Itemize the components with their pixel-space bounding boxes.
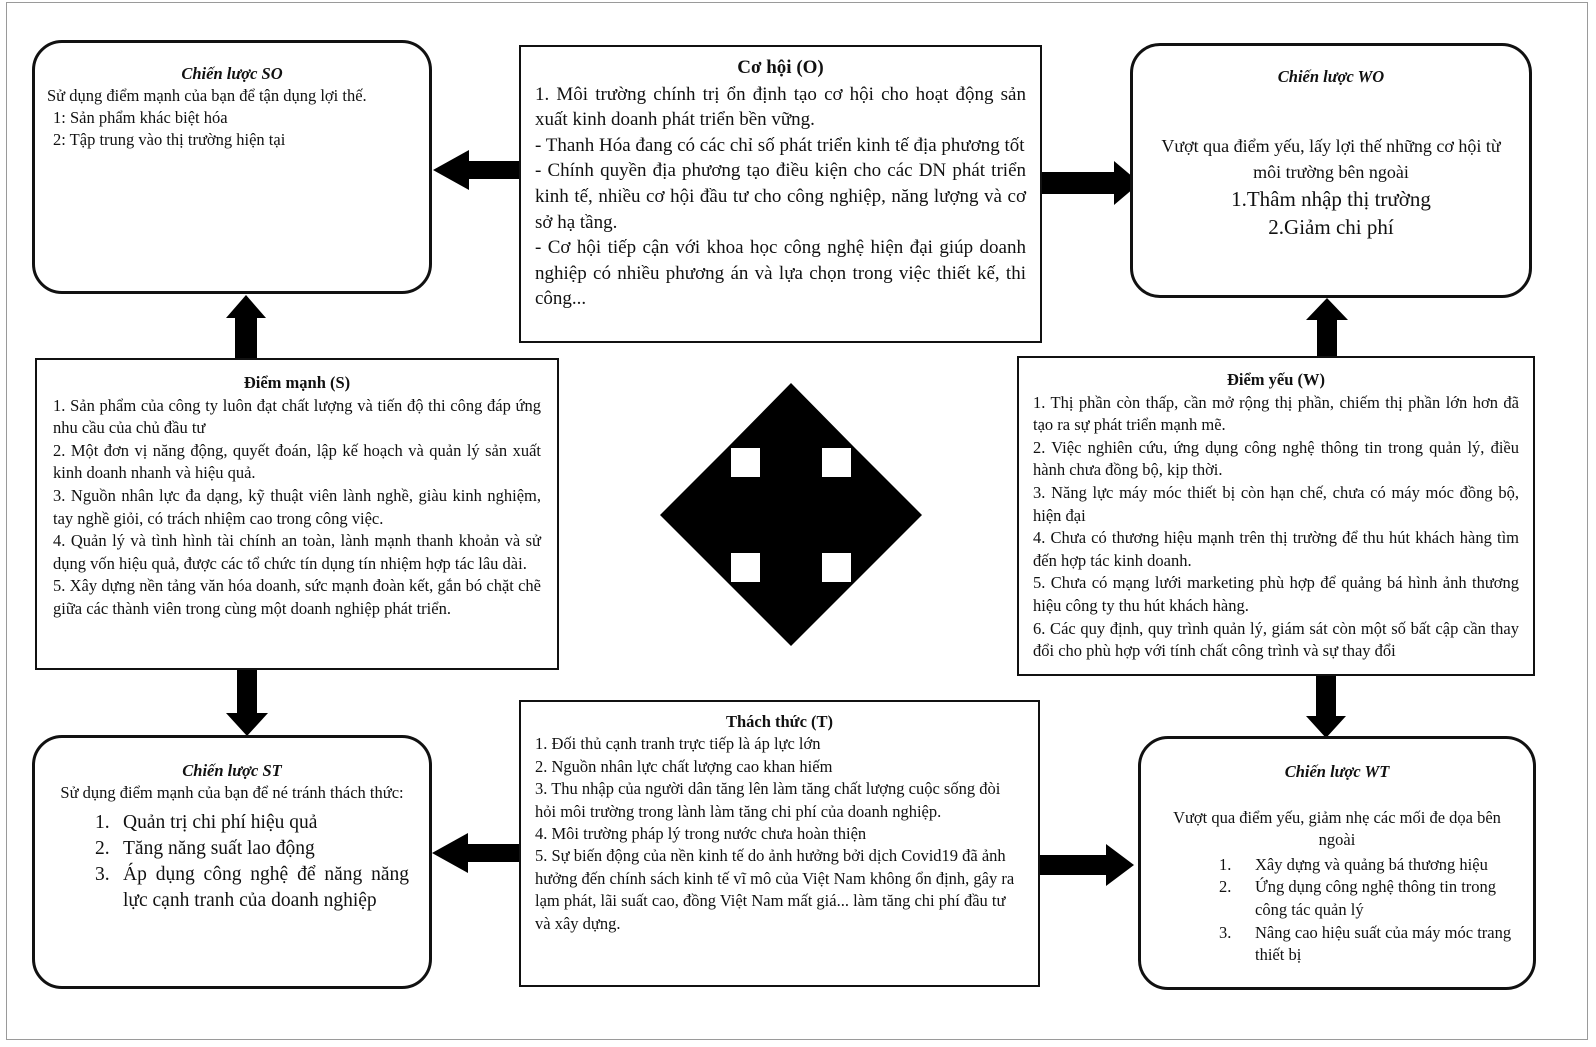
wt-item-number: 2. bbox=[1219, 877, 1232, 897]
st-item bbox=[55, 862, 409, 914]
strengths-item: 4. Quản lý và tình hình tài chính an toàn, lành mạnh thanh khoản và sử dụng vốn hiệu quả, được các tổ chức tín dụng tín nhiệm hợp tác lâu dài. bbox=[53, 531, 541, 573]
weaknesses-item: 2. Việc nghiên cứu, ứng dụng công nghệ thông tin trong quản lý, điều hành chưa đồng bộ, kịp thời. bbox=[1033, 437, 1519, 480]
st-item-text: Tăng năng suất lao động bbox=[123, 838, 315, 859]
st-strategy-box bbox=[32, 735, 432, 989]
strengths-item: 5. Xây dựng nền tảng văn hóa doanh, sức mạnh đoàn kết, gắn bó chặt chẽ giữa các thành viên trong cùng một doanh nghiệp phát triển. bbox=[53, 576, 541, 618]
wt-title: Chiến lược WT bbox=[1284, 762, 1390, 781]
weaknesses-item: 6. Các quy định, quy trình quản lý, giám sát còn một số bất cập cần thay đổi cho phù hợp với tính chất công trình và sự thay đổi bbox=[1033, 618, 1519, 661]
so-description: Sử dụng điểm mạnh của bạn để tận dụng lợi thế. bbox=[47, 86, 367, 105]
weaknesses-box bbox=[1017, 356, 1535, 676]
wt-strategy-box bbox=[1138, 736, 1536, 990]
wo-item: 2.Giảm chi phí bbox=[1268, 215, 1394, 239]
wt-item bbox=[1159, 876, 1515, 921]
wt-item-number: 3. bbox=[1219, 922, 1232, 942]
weaknesses-title: Điểm yếu (W) bbox=[1226, 370, 1326, 389]
threats-item: 5. Sự biến động của nền kinh tế do ảnh hưởng bởi dịch Covid19 đã ảnh hưởng đến chính sách kinh tế vĩ mô của Việt Nam không ổn định, gây ra lạm phát, lãi suất cao, đồng Việt Nam mất giá... làm tăng chi phí đầu tư và xây dựng. bbox=[535, 846, 1015, 933]
st-item-text: Áp dụng công nghệ để năng năng lực cạnh tranh của doanh nghiệp bbox=[123, 864, 409, 911]
arrow-threats-to-st bbox=[432, 833, 519, 873]
threats-title: Thách thức (T) bbox=[725, 712, 834, 731]
st-list bbox=[55, 810, 409, 914]
st-item-number: 1. bbox=[95, 812, 110, 833]
central-four-way-arrow-icon bbox=[660, 383, 922, 646]
weaknesses-item: 3. Năng lực máy móc thiết bị còn hạn chế, chưa có máy móc đồng bộ, hiện đại bbox=[1033, 482, 1519, 525]
wt-item-text: Xây dựng và quảng bá thương hiệu bbox=[1255, 854, 1488, 874]
st-item-number: 2. bbox=[95, 838, 110, 859]
wo-strategy-box bbox=[1130, 43, 1532, 298]
threats-box bbox=[519, 700, 1040, 987]
arrow-opportunities-to-wo bbox=[1042, 161, 1140, 205]
wt-item-text: Nâng cao hiệu suất của máy móc trang thiết bị bbox=[1255, 922, 1512, 965]
threats-item: 2. Nguồn nhân lực chất lượng cao khan hiếm bbox=[535, 756, 833, 776]
wt-item-number: 1. bbox=[1219, 854, 1232, 874]
st-description: Sử dụng điểm mạnh của bạn để né tránh thách thức: bbox=[60, 783, 404, 802]
wo-item: 1.Thâm nhập thị trường bbox=[1231, 187, 1431, 211]
arrow-weaknesses-to-wt bbox=[1306, 676, 1346, 738]
wt-item bbox=[1159, 922, 1515, 967]
st-item bbox=[55, 836, 409, 862]
arrow-strengths-to-st bbox=[226, 670, 268, 736]
so-strategy-box bbox=[32, 40, 432, 294]
opportunities-title: Cơ hội (O) bbox=[737, 57, 824, 78]
opportunities-item: - Cơ hội tiếp cận với khoa học công nghệ hiện đại giúp doanh nghiệp có nhiều phương án và lựa chọn trong việc thiết kế, thi công... bbox=[535, 237, 1026, 310]
arrow-threats-to-wt bbox=[1040, 844, 1134, 886]
opportunities-item: - Thanh Hóa đang có các chỉ số phát triển kinh tế địa phương tốt bbox=[535, 134, 1025, 156]
weaknesses-item: 1. Thị phần còn thấp, cần mở rộng thị phần, chiếm thị phần lớn hơn đã tạo ra sự phát triển mạnh mẽ. bbox=[1033, 392, 1519, 435]
st-item-text: Quản trị chi phí hiệu quả bbox=[123, 812, 318, 833]
so-title: Chiến lược SO bbox=[181, 64, 283, 83]
arrow-opportunities-to-so bbox=[433, 150, 519, 190]
strengths-item: 1. Sản phẩm của công ty luôn đạt chất lượng và tiến độ thi công đáp ứng nhu cầu của chủ đầu tư bbox=[53, 395, 541, 438]
st-item bbox=[55, 810, 409, 836]
opportunities-box bbox=[519, 45, 1042, 343]
threats-item: 1. Đối thủ cạnh tranh trực tiếp là áp lực lớn bbox=[535, 734, 821, 754]
threats-item: 4. Môi trường pháp lý trong nước chưa hoàn thiện bbox=[535, 824, 867, 844]
st-item-number: 3. bbox=[95, 864, 110, 885]
arrow-weaknesses-to-wo bbox=[1306, 298, 1348, 356]
wo-title: Chiến lược WO bbox=[1277, 67, 1385, 86]
so-item: 2: Tập trung vào thị trường hiện tại bbox=[53, 130, 286, 149]
wt-item bbox=[1159, 854, 1515, 877]
weaknesses-item: 5. Chưa có mạng lưới marketing phù hợp để quảng bá hình ảnh thương hiệu công ty thu hút khách hàng. bbox=[1033, 573, 1519, 615]
weaknesses-item: 4. Chưa có thương hiệu mạnh trên thị trường để thu hút khách hàng tìm đến hợp tác kinh doanh. bbox=[1033, 528, 1519, 570]
wt-description: Vượt qua điểm yếu, giảm nhẹ các mối đe dọa bên ngoài bbox=[1173, 807, 1501, 850]
wt-item-text: Ứng dụng công nghệ thông tin trong công tác quản lý bbox=[1255, 877, 1497, 919]
wt-list bbox=[1159, 854, 1515, 967]
opportunities-item: 1. Môi trường chính trị ổn định tạo cơ hội cho hoạt động sản xuất kinh doanh phát triển bền vững. bbox=[535, 83, 1026, 131]
strengths-box bbox=[35, 358, 559, 670]
strengths-item: 3. Nguồn nhân lực đa dạng, kỹ thuật viên lành nghề, giàu kinh nghiệm, tay nghề giỏi, có trách nhiệm cao trong công việc. bbox=[53, 485, 541, 528]
strengths-item: 2. Một đơn vị năng động, quyết đoán, lập kế hoạch và quản lý sản xuất kinh doanh nhanh và hiệu quả. bbox=[53, 440, 541, 483]
so-item: 1: Sản phẩm khác biệt hóa bbox=[53, 108, 228, 127]
wo-description: Vượt qua điểm yếu, lấy lợi thế những cơ hội từ môi trường bên ngoài bbox=[1161, 136, 1501, 182]
strengths-title: Điểm mạnh (S) bbox=[243, 373, 351, 392]
threats-item: 3. Thu nhập của người dân tăng lên làm tăng chất lượng cuộc sống đòi hỏi môi trường trong lành làm tăng chi phí của doanh nghiệp. bbox=[535, 779, 1001, 821]
opportunities-item: - Chính quyền địa phương tạo điều kiện cho các DN phát triển kinh tế, nhiều cơ hội đầu tư cho công nghiệp, năng lượng và cơ sở hạ tầng. bbox=[535, 160, 1026, 233]
st-title: Chiến lược ST bbox=[182, 761, 282, 780]
arrow-strengths-to-so bbox=[226, 295, 266, 358]
